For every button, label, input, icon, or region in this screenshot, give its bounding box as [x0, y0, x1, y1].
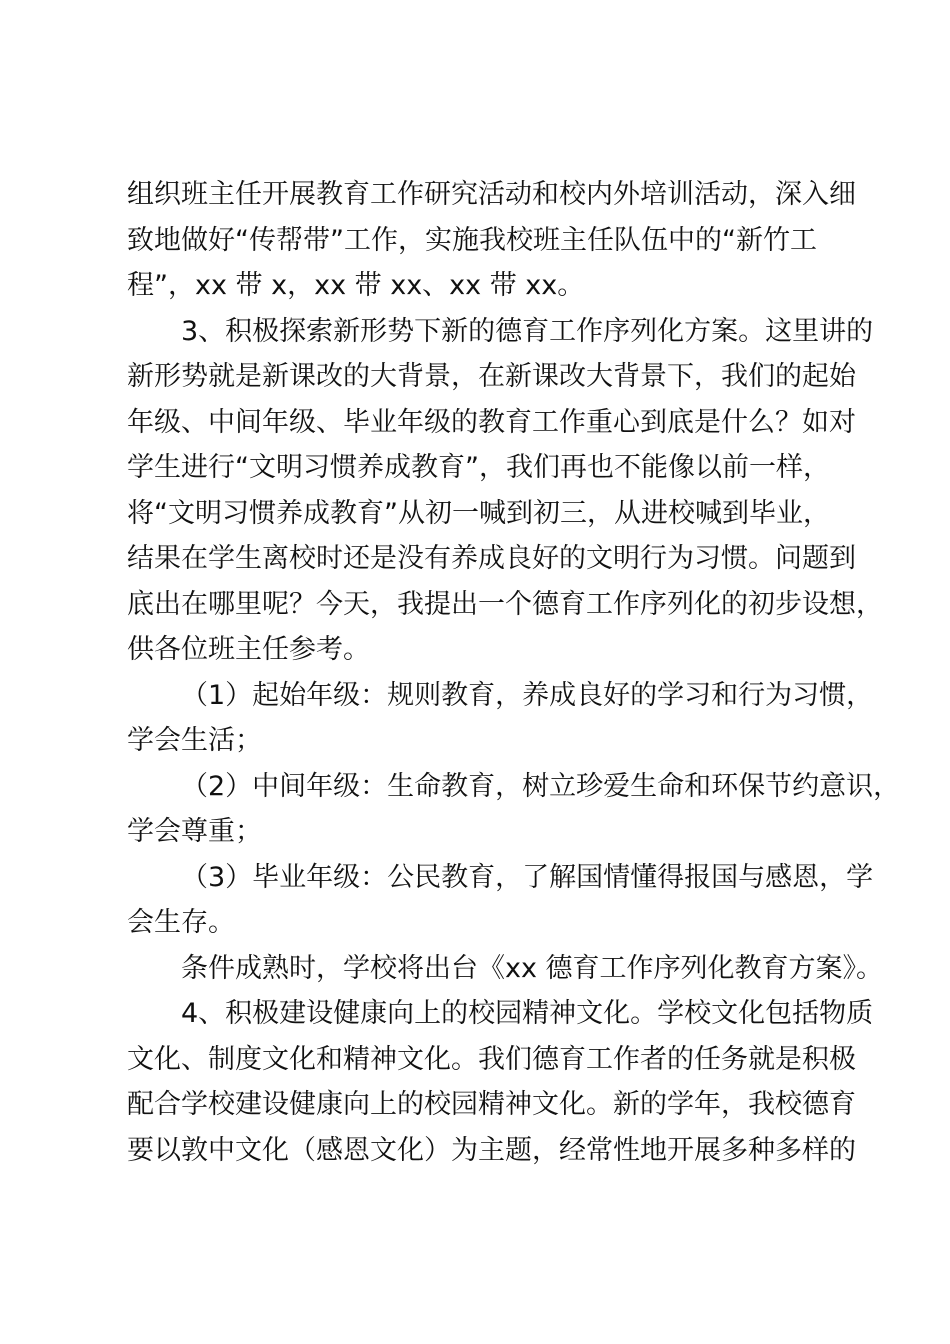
body-text-line: 供各位班主任参考。 [127, 634, 370, 665]
document-body [127, 172, 901, 1173]
body-text-line: 致地做好“传帮带”工作，实施我校班主任队伍中的“新竹工 [127, 224, 817, 256]
body-text-line: 学会生活； [127, 725, 262, 756]
body-text-line: 新形势就是新课改的大背景，在新课改大背景下，我们的起始 [127, 361, 856, 392]
body-text-line: 学生进行“文明习惯养成教育”，我们再也不能像以前一样， [127, 452, 830, 483]
body-text-line: 配合学校建设健康向上的校园精神文化。新的学年，我校德育 [127, 1089, 856, 1120]
body-text-line: 文化、制度文化和精神文化。我们德育工作者的任务就是积极 [127, 1043, 856, 1075]
body-text-line: （1）起始年级：规则教育，养成良好的学习和行为习惯， [181, 679, 874, 711]
body-text-line: 学会尊重； [127, 816, 262, 847]
body-text-line: 程”，xx 带 x，xx 带 xx、xx 带 xx。 [127, 270, 585, 301]
body-text-line: 会生存。 [127, 907, 235, 938]
body-text-line: 组织班主任开展教育工作研究活动和校内外培训活动，深入细 [127, 179, 856, 210]
body-text-line: 底出在哪里呢？今天，我提出一个德育工作序列化的初步设想， [127, 588, 883, 620]
body-text-line: 要以敦中文化（感恩文化）为主题，经常性地开展多种多样的 [127, 1134, 856, 1166]
body-text-line: 3、积极探索新形势下新的德育工作序列化方案。这里讲的 [181, 315, 874, 347]
body-text-line: （3）毕业年级：公民教育，了解国情懂得报国与感恩，学 [181, 861, 874, 893]
body-text-line: （2）中间年级：生命教育，树立珍爱生命和环保节约意识， [181, 770, 901, 802]
body-text-line: 条件成熟时，学校将出台《xx 德育工作序列化教育方案》。 [181, 952, 884, 984]
body-text-line: 将“文明习惯养成教育”从初一喊到初三，从进校喊到毕业， [127, 497, 830, 529]
body-text-line: 年级、中间年级、毕业年级的教育工作重心到底是什么？如对 [127, 406, 856, 438]
body-text-line: 4、积极建设健康向上的校园精神文化。学校文化包括物质 [181, 998, 874, 1029]
body-text-line: 结果在学生离校时还是没有养成良好的文明行为习惯。问题到 [127, 543, 856, 574]
